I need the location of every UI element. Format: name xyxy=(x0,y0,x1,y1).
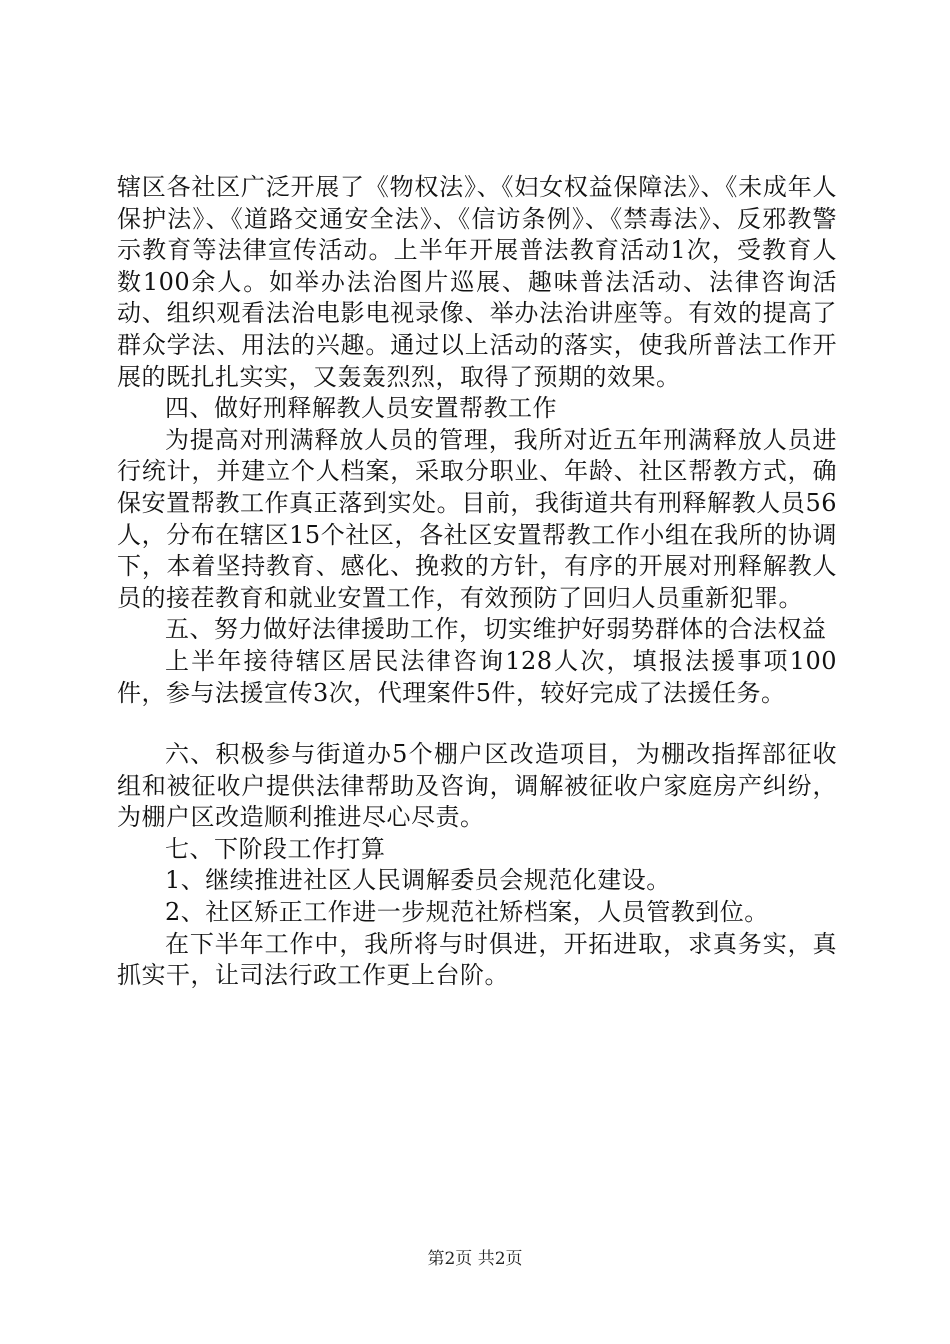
paragraph-section-six: 六、积极参与街道办5个棚户区改造项目，为棚改指挥部征收组和被征收户提供法律帮助及咨询，调解被征收户家庭房产纠纷，为棚户区改造顺利推进尽心尽责。 xyxy=(117,740,837,832)
heading-section-five: 五、努力做好法律援助工作，切实维护好弱势群体的合法权益 xyxy=(165,615,827,644)
paragraph-legal-aid: 上半年接待辖区居民法律咨询128人次，填报法援事项100件，参与法援宣传3次，代理案件5件，较好完成了法援任务。 xyxy=(117,646,837,707)
paragraph-resettlement: 为提高对刑满释放人员的管理，我所对近五年刑满释放人员进行统计，并建立个人档案，采取分职业、年龄、社区帮教方式，确保安置帮教工作真正落到实处。目前，我街道共有刑释解教人员56人，分布在辖区15个社区，各社区安置帮教工作小组在我所的协调下，本着坚持教育、感化、挽救的方针，有序的开展对刑释解教人员的接茬教育和就业安置工作，有效预防了回归人员重新犯罪。 xyxy=(117,425,837,612)
page-number-footer: 第2页 共2页 xyxy=(427,1249,523,1269)
plan-item-2: 2、社区矫正工作进一步规范社矫档案，人员管教到位。 xyxy=(165,898,769,927)
plan-item-1: 1、继续推进社区人民调解委员会规范化建设。 xyxy=(165,866,671,895)
paragraph-legal-publicity: 辖区各社区广泛开展了《物权法》、《妇女权益保障法》、《未成年人保护法》、《道路交通安全法》、《信访条例》、《禁毒法》、反邪教警示教育等法律宣传活动。上半年开展普法教育活动1次，受教育人数100余人。如举办法治图片巡展、趣味普法活动、法律咨询活动、组织观看法治电影电视录像、举办法治讲座等。有效的提高了群众学法、用法的兴趣。通过以上活动的落实，使我所普法工作开展的既扎扎实实，又轰轰烈烈，取得了预期的效果。 xyxy=(117,173,837,391)
paragraph-conclusion: 在下半年工作中，我所将与时俱进，开拓进取，求真务实，真抓实干，让司法行政工作更上台阶。 xyxy=(117,929,837,990)
heading-section-four: 四、做好刑释解教人员安置帮教工作 xyxy=(165,394,557,423)
heading-section-seven: 七、下阶段工作打算 xyxy=(165,834,386,863)
document-body xyxy=(117,172,837,992)
